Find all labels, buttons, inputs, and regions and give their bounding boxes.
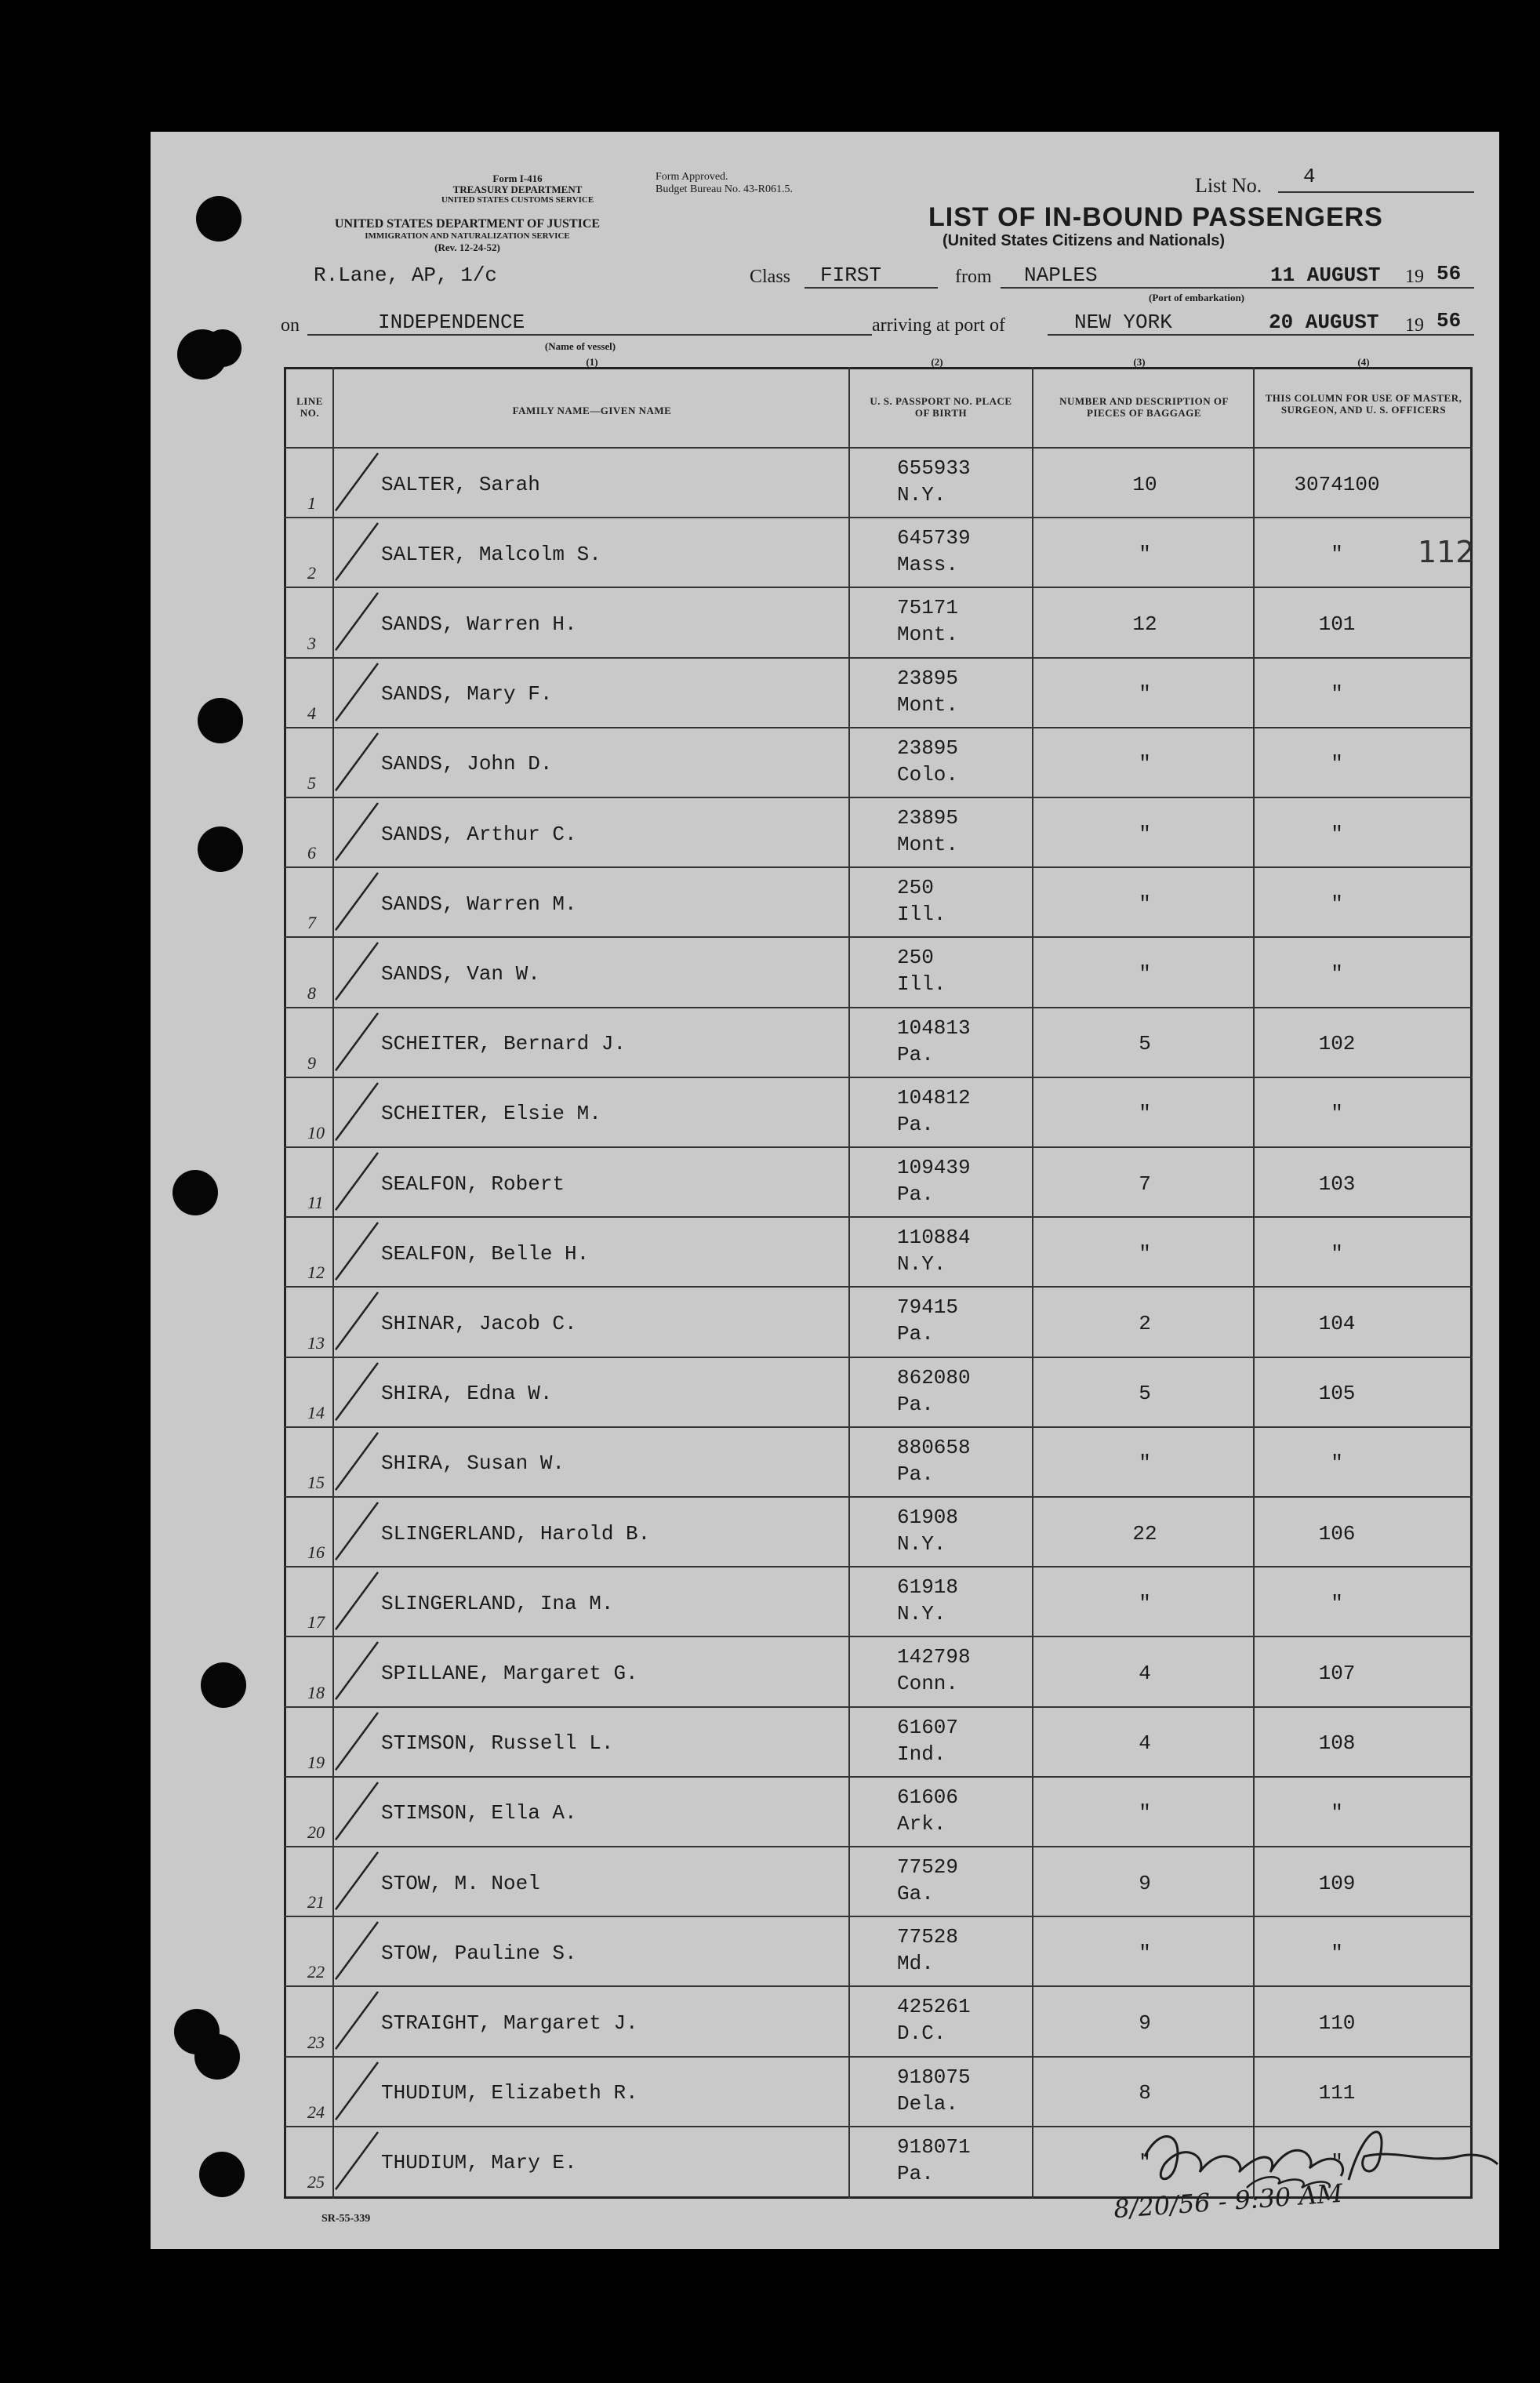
justice-dept: UNITED STATES DEPARTMENT OF JUSTICE <box>334 217 601 231</box>
line-number: 3 <box>307 633 316 653</box>
passport-number: 23895 <box>897 666 959 690</box>
officer-name: R.Lane, AP, 1/c <box>314 263 498 287</box>
passport-number: 79415 <box>897 1295 959 1320</box>
baggage-count: " <box>1139 822 1151 846</box>
baggage-count: " <box>1139 1241 1151 1266</box>
baggage-count: 4 <box>1139 1662 1151 1685</box>
place-of-birth: Pa. <box>897 1462 934 1486</box>
row-divider <box>284 1216 1473 1218</box>
binder-hole <box>196 196 242 242</box>
baggage-count: " <box>1139 752 1151 776</box>
place-of-birth: Pa. <box>897 1042 934 1066</box>
officer-number: 103 <box>1318 1172 1356 1196</box>
line-number: 20 <box>307 1822 325 1842</box>
arrival-date: 20 AUGUST <box>1269 311 1379 334</box>
line-number: 15 <box>307 1473 325 1492</box>
binder-hole <box>199 2152 245 2197</box>
officer-number: " <box>1331 1102 1343 1126</box>
passenger-name: SANDS, Warren M. <box>381 892 577 916</box>
place-of-birth: Mont. <box>897 692 959 717</box>
passenger-name: SALTER, Malcolm S. <box>381 542 601 566</box>
passport-number: 23895 <box>897 736 959 760</box>
from-underline <box>1001 287 1474 289</box>
place-of-birth: Conn. <box>897 1672 959 1696</box>
officer-number: 105 <box>1318 1382 1356 1406</box>
row-divider <box>284 1776 1473 1778</box>
binder-hole <box>194 2034 240 2080</box>
class-value: FIRST <box>820 263 882 287</box>
line-number: 9 <box>307 1052 316 1073</box>
binder-hole <box>198 826 243 872</box>
baggage-count: 7 <box>1139 1172 1151 1196</box>
passenger-name: SLINGERLAND, Harold B. <box>381 1521 651 1546</box>
row-divider <box>284 1286 1473 1288</box>
place-of-birth: N.Y. <box>897 1602 946 1626</box>
officer-number: 101 <box>1318 612 1356 636</box>
row-divider <box>284 1496 1473 1498</box>
officer-number: " <box>1331 542 1343 566</box>
passenger-name: SPILLANE, Margaret G. <box>381 1662 638 1685</box>
passport-number: 109439 <box>897 1156 971 1179</box>
baggage-count: " <box>1139 1451 1151 1476</box>
row-divider <box>284 936 1473 938</box>
baggage-count: " <box>1139 1591 1151 1615</box>
passport-number: 61918 <box>897 1575 959 1600</box>
depart-date: 11 AUGUST <box>1270 263 1381 287</box>
place-of-birth: Pa. <box>897 2161 934 2185</box>
place-of-birth: Pa. <box>897 1112 934 1136</box>
row-divider <box>284 587 1473 588</box>
line-number: 6 <box>307 843 316 863</box>
passport-number: 425261 <box>897 1995 971 2019</box>
row-divider <box>284 2056 1473 2058</box>
line-number: 5 <box>307 773 316 793</box>
binder-hole <box>204 329 242 367</box>
baggage-count: 8 <box>1139 2081 1151 2105</box>
passenger-name: STRAIGHT, Margaret J. <box>381 2011 638 2035</box>
col-num-3: (3) <box>1133 356 1146 368</box>
baggage-count: " <box>1139 1102 1151 1126</box>
row-divider <box>284 1636 1473 1637</box>
officer-number: " <box>1331 1241 1343 1266</box>
baggage-count: 2 <box>1139 1312 1151 1335</box>
col-num-2: (2) <box>931 356 943 368</box>
page-subtitle: (United States Citizens and Nationals) <box>943 232 1226 249</box>
arrival-year-prefix: 19 <box>1405 315 1424 336</box>
officer-number: " <box>1331 962 1343 986</box>
line-number: 1 <box>307 493 316 514</box>
passport-number: 77528 <box>897 1925 959 1949</box>
line-number: 25 <box>307 2172 325 2192</box>
line-number: 8 <box>307 983 316 1003</box>
binder-hole <box>201 1662 246 1708</box>
officer-number: 110 <box>1318 2011 1356 2035</box>
row-divider <box>284 1985 1473 1987</box>
place-of-birth: Ind. <box>897 1742 946 1766</box>
row-divider <box>284 797 1473 798</box>
passenger-name: STOW, Pauline S. <box>381 1941 577 1965</box>
passenger-name: SLINGERLAND, Ina M. <box>381 1591 614 1615</box>
officer-number: " <box>1331 1941 1343 1965</box>
arrival-underline <box>1048 334 1474 336</box>
vessel-caption: (Name of vessel) <box>544 340 616 352</box>
officer-number: " <box>1331 822 1343 846</box>
passport-number: 250 <box>897 876 934 900</box>
line-number: 10 <box>307 1123 325 1142</box>
binder-hole <box>198 698 243 743</box>
page-title: LIST OF IN-BOUND PASSENGERS <box>928 202 1383 232</box>
baggage-count: " <box>1139 682 1151 707</box>
baggage-count: " <box>1139 1801 1151 1825</box>
passenger-name: SANDS, John D. <box>381 752 553 776</box>
class-underline <box>805 287 938 289</box>
passport-number: 862080 <box>897 1365 971 1389</box>
baggage-count: 22 <box>1132 1521 1157 1546</box>
officer-number: 108 <box>1318 1731 1356 1756</box>
line-number: 14 <box>307 1402 325 1422</box>
passport-number: 104812 <box>897 1085 971 1110</box>
row-divider <box>284 1706 1473 1708</box>
line-number: 13 <box>307 1332 325 1353</box>
row-divider <box>284 517 1473 518</box>
row-divider <box>284 1146 1473 1148</box>
passport-number: 61908 <box>897 1506 959 1529</box>
passenger-name: STIMSON, Russell L. <box>381 1731 614 1756</box>
officer-number: 102 <box>1318 1032 1356 1056</box>
passport-number: 110884 <box>897 1226 971 1250</box>
passenger-name: STOW, M. Noel <box>381 1871 540 1895</box>
baggage-count: 5 <box>1139 1032 1151 1056</box>
budget-bureau: Budget Bureau No. 43-R061.5. <box>656 183 793 195</box>
header-officers: THIS COLUMN FOR USE OF MASTER, SURGEON, AND U. S. OFFICERS <box>1265 392 1462 416</box>
form-number: Form I-416 <box>492 173 543 184</box>
passenger-name: SANDS, Mary F. <box>381 682 553 707</box>
passenger-name: SHIRA, Susan W. <box>381 1451 565 1476</box>
baggage-count: 9 <box>1139 2011 1151 2035</box>
place-of-birth: N.Y. <box>897 1252 946 1277</box>
place-of-birth: Ga. <box>897 1882 934 1905</box>
line-number: 7 <box>307 913 316 933</box>
officer-number: 3074100 <box>1294 472 1380 496</box>
baggage-count: 10 <box>1132 472 1157 496</box>
officer-number: 111 <box>1318 2081 1356 2105</box>
row-divider <box>284 1077 1473 1078</box>
passport-number: 77529 <box>897 1855 959 1879</box>
officer-number: 106 <box>1318 1521 1356 1546</box>
place-of-birth: N.Y. <box>897 483 946 507</box>
depart-year: 56 <box>1436 262 1462 285</box>
line-number: 23 <box>307 2032 325 2052</box>
arrival-year: 56 <box>1436 309 1462 332</box>
passport-number: 655933 <box>897 456 971 480</box>
header-name: FAMILY NAME—GIVEN NAME <box>512 405 672 416</box>
passenger-name: SHINAR, Jacob C. <box>381 1312 577 1335</box>
col-num-4: (4) <box>1357 356 1370 368</box>
officer-number: " <box>1331 682 1343 707</box>
place-of-birth: Colo. <box>897 762 959 786</box>
line-number: 2 <box>307 563 316 583</box>
line-number: 19 <box>307 1752 325 1772</box>
list-no-underline <box>1278 191 1474 193</box>
passport-number: 142798 <box>897 1645 971 1669</box>
place-of-birth: Pa. <box>897 1322 934 1346</box>
row-divider <box>284 727 1473 728</box>
on-label: on <box>281 315 300 336</box>
place-of-birth: Ill. <box>897 972 946 997</box>
passenger-name: SEALFON, Belle H. <box>381 1241 590 1266</box>
row-divider <box>284 1916 1473 1917</box>
place-of-birth: D.C. <box>897 2022 946 2046</box>
header-baggage: NUMBER AND DESCRIPTION OF PIECES OF BAGGAGE <box>1059 395 1229 419</box>
col-num-1: (1) <box>586 356 598 368</box>
passenger-name: SANDS, Arthur C. <box>381 822 577 846</box>
place-of-birth: Ill. <box>897 903 946 927</box>
line-number: 18 <box>307 1682 325 1702</box>
passenger-table <box>284 367 1473 2199</box>
line-number: 24 <box>307 2101 325 2122</box>
col-divider <box>848 367 850 2199</box>
form-approved: Form Approved. <box>656 171 728 183</box>
officer-number: " <box>1331 1801 1343 1825</box>
col-divider <box>1032 367 1033 2199</box>
place-of-birth: Mass. <box>897 553 959 577</box>
header-line-no: LINE NO. <box>296 395 323 419</box>
place-of-birth: Pa. <box>897 1392 934 1416</box>
passenger-name: SCHEITER, Elsie M. <box>381 1102 601 1126</box>
baggage-count: " <box>1139 2151 1151 2175</box>
officer-number: 104 <box>1318 1312 1356 1335</box>
place-of-birth: Mont. <box>897 833 959 856</box>
passport-number: 61607 <box>897 1715 959 1739</box>
officer-number: " <box>1331 1451 1343 1476</box>
officer-number: " <box>1331 892 1343 916</box>
baggage-count: " <box>1139 962 1151 986</box>
arrival-port: NEW YORK <box>1074 311 1172 334</box>
passport-number: 23895 <box>897 806 959 830</box>
passenger-name: THUDIUM, Elizabeth R. <box>381 2081 638 2105</box>
signature-date: 8/20/56 - 9:30 AM <box>1113 2178 1344 2225</box>
passenger-name: SCHEITER, Bernard J. <box>381 1032 627 1056</box>
place-of-birth: Dela. <box>897 2091 959 2116</box>
col-divider <box>1253 367 1255 2199</box>
passenger-name: THUDIUM, Mary E. <box>381 2151 577 2175</box>
officer-number: " <box>1331 752 1343 776</box>
list-no-label: List No. <box>1195 174 1262 197</box>
passport-number: 645739 <box>897 526 971 550</box>
row-divider <box>284 1426 1473 1428</box>
passenger-name: STIMSON, Ella A. <box>381 1801 577 1825</box>
form-revision: (Rev. 12-24-52) <box>434 242 500 253</box>
baggage-count: 12 <box>1132 612 1157 636</box>
officer-number: " <box>1331 1591 1343 1615</box>
passenger-name: SEALFON, Robert <box>381 1172 565 1196</box>
line-number: 11 <box>307 1193 324 1213</box>
passport-number: 61606 <box>897 1785 959 1809</box>
form-footer-code: SR-55-339 <box>321 2213 371 2225</box>
place-of-birth: Ark. <box>897 1811 946 1836</box>
line-number: 12 <box>307 1262 325 1283</box>
place-of-birth: N.Y. <box>897 1532 946 1556</box>
line-number: 4 <box>307 703 316 723</box>
passenger-name: SANDS, Van W. <box>381 962 540 986</box>
ins-service: IMMIGRATION AND NATURALIZATION SERVICE <box>365 231 570 241</box>
line-number: 22 <box>307 1962 325 1982</box>
passport-number: 880658 <box>897 1435 971 1459</box>
row-divider <box>284 1357 1473 1358</box>
passport-number: 75171 <box>897 596 959 620</box>
baggage-count: 5 <box>1139 1382 1151 1406</box>
treasury-dept: TREASURY DEPARTMENT <box>452 183 583 195</box>
line-number: 17 <box>307 1612 325 1633</box>
passenger-name: SHIRA, Edna W. <box>381 1382 553 1406</box>
row-divider <box>284 866 1473 868</box>
baggage-count: 4 <box>1139 1731 1151 1756</box>
list-no-value: 4 <box>1303 165 1316 188</box>
place-of-birth: Md. <box>897 1952 934 1976</box>
baggage-count: " <box>1139 892 1151 916</box>
row-divider <box>284 447 1473 449</box>
vessel-underline <box>307 334 872 336</box>
margin-number: 112 <box>1418 535 1475 569</box>
baggage-count: 9 <box>1139 1871 1151 1895</box>
officer-number: 109 <box>1318 1871 1356 1895</box>
binder-hole <box>173 1170 218 1215</box>
depart-year-prefix: 19 <box>1405 267 1424 287</box>
line-number: 16 <box>307 1542 325 1563</box>
customs-service: UNITED STATES CUSTOMS SERVICE <box>441 195 594 205</box>
passport-number: 104813 <box>897 1015 971 1040</box>
row-divider <box>284 657 1473 659</box>
passport-number: 918071 <box>897 2134 971 2159</box>
officer-number: 107 <box>1318 1662 1356 1685</box>
from-value: NAPLES <box>1024 263 1098 287</box>
passport-number: 918075 <box>897 2065 971 2089</box>
port-embark-caption: (Port of embarkation) <box>1148 292 1245 303</box>
place-of-birth: Mont. <box>897 623 959 647</box>
officer-number: " <box>1331 2151 1343 2175</box>
header-passport: U. S. PASSPORT NO. PLACE OF BIRTH <box>870 395 1012 419</box>
arriving-label: arriving at port of <box>872 315 1005 336</box>
passenger-name: SANDS, Warren H. <box>381 612 577 636</box>
baggage-count: " <box>1139 542 1151 566</box>
passport-number: 250 <box>897 946 934 970</box>
row-divider <box>284 1007 1473 1008</box>
from-label: from <box>955 267 992 287</box>
line-number: 21 <box>307 1892 325 1913</box>
class-label: Class <box>750 267 791 287</box>
place-of-birth: Pa. <box>897 1182 934 1206</box>
baggage-count: " <box>1139 1941 1151 1965</box>
vessel-name: INDEPENDENCE <box>378 311 525 334</box>
passenger-name: SALTER, Sarah <box>381 472 540 496</box>
row-divider <box>284 1846 1473 1847</box>
row-divider <box>284 1566 1473 1567</box>
